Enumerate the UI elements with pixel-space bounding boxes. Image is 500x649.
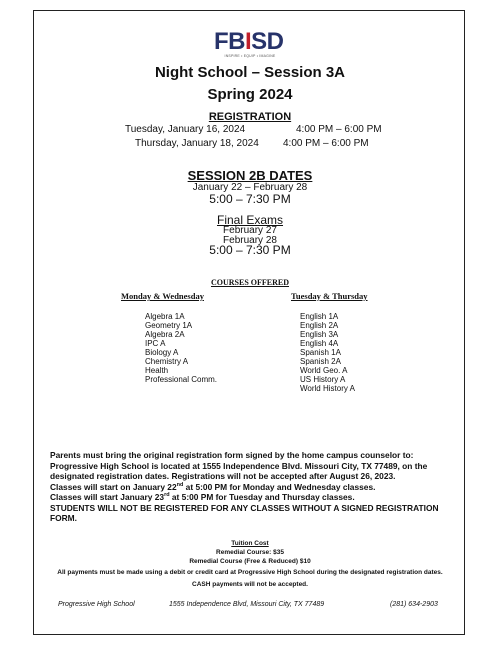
tuition-remedial: Remedial Course: $35 [216,549,284,556]
payment-note: All payments must be made using a debit or credit card at Progressive High School during the designated registration dates. [57,569,443,576]
tt-course-list [300,312,355,393]
footer-phone: (281) 634-2903 [390,601,438,608]
tt-heading: Tuesday & Thursday [291,291,368,301]
notice-line: Progressive High School is located at 1555 Independence Blvd. Missouri City, TX 77489, on the [50,460,428,471]
course-item: English 3A [300,330,339,339]
registration-time-2: 4:00 PM – 6:00 PM [283,138,369,149]
page-title: Night School – Session 3A [154,64,346,81]
final-exams-title: Final Exams [216,213,284,227]
session-title: SESSION 2B DATES [187,168,313,183]
course-item: Spanish 2A [300,357,341,366]
final-exam-date-1: February 27 [223,225,277,236]
courses-title: COURSES OFFERED [210,278,289,287]
notice-line: Parents must bring the original registration form signed by the home campus counselor to: [50,450,414,460]
mw-course-list [145,312,217,384]
footer-address: 1555 Independence Blvd, Missouri City, TX 77489 [169,601,325,608]
fbisd-logo [214,30,286,60]
footer-school: Progressive High School [58,601,135,608]
notice-warning: STUDENTS WILL NOT BE REGISTERED FOR ANY CLASSES WITHOUT A SIGNED REGISTRATION FORM. [50,502,439,523]
course-item: English 4A [300,339,339,348]
course-item: Chemistry A [145,357,189,366]
final-exam-time: 5:00 – 7:30 PM [209,243,291,257]
course-item: Professional Comm. [145,375,218,384]
course-item: World Geo. A [300,366,348,375]
session-dates: January 22 – February 28 [192,182,308,193]
course-item: Algebra 2A [145,330,185,339]
page-subtitle: Spring 2024 [207,86,293,103]
cash-note: CASH payments will not be accepted. [192,581,308,588]
notice-line: Classes will start on January 22nd at 5:00 PM for Monday and Wednesday classes. [50,481,376,492]
logo-wordmark: FBISD [214,28,284,55]
registration-notice [50,450,450,524]
registration-date-2: Thursday, January 18, 2024 [135,138,259,149]
course-item: IPC A [145,339,166,348]
course-item: US History A [300,375,346,384]
course-item: Spanish 1A [300,348,341,357]
course-item: Biology A [145,348,179,357]
session-time: 5:00 – 7:30 PM [209,192,291,206]
course-item: Health [145,366,169,375]
registration-time-1: 4:00 PM – 6:00 PM [296,124,382,135]
final-exam-date-2: February 28 [223,235,277,246]
registration-date-1: Tuesday, January 16, 2024 [125,124,246,135]
registration-title: REGISTRATION [208,111,292,123]
course-item: Geometry 1A [145,321,193,330]
mw-heading: Monday & Wednesday [121,291,204,301]
notice-line: designated registration dates. Registrations will not be accepted after August 26, 2023. [50,471,396,481]
tuition-remedial-free: Remedial Course (Free & Reduced) $10 [189,558,311,565]
logo-tagline: INSPIRE • EQUIP • IMAGINE [224,54,276,58]
course-item: English 1A [300,312,339,321]
notice-line: Classes will start January 23rd at 5:00 PM for Tuesday and Thursday classes. [50,492,355,502]
course-item: World History A [300,384,355,393]
tuition-title: Tuition Cost [231,540,269,547]
course-item: English 2A [300,321,339,330]
course-item: Algebra 1A [145,312,185,321]
